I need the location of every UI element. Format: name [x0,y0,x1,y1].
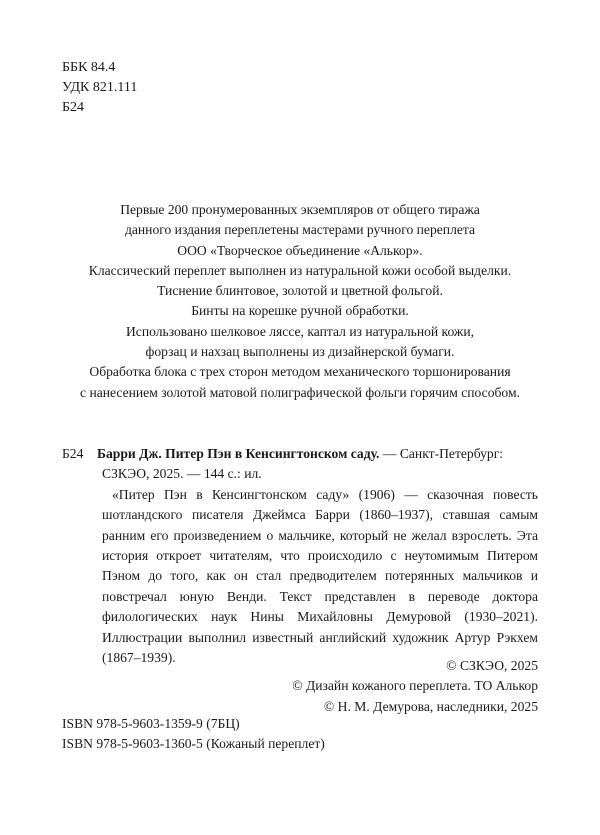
binding-line: форзац и нахзац выполнены из дизайнерской бумаги. [145,344,455,360]
bbk-code: ББК 84.4 [62,60,116,75]
bibliographic-record [62,444,538,668]
binding-note [40,200,560,403]
binding-line: Классический переплет выполнен из натуральной кожи особой выделки. [88,262,512,278]
binding-line: Обработка блока с трех сторон методом механического торшонирования [89,364,511,380]
binding-line: ООО «Творческое объединение «Алькор». [177,242,423,258]
binding-line: данного издания переплетены мастерами ручного переплета [124,222,476,238]
isbn-line: ISBN 978-5-9603-1360-5 (Кожаный переплет) [62,736,325,752]
copyright-line: © Н. М. Демурова, наследники, 2025 [323,698,538,714]
isbn-block [62,714,325,755]
binding-line: Первые 200 пронумерованных экземпляров от общего тиража [120,202,480,217]
copyright-line: © СЗКЭО, 2025 [446,658,538,673]
classification-block [62,58,137,118]
copyright-block [292,656,538,717]
bibliographic-heading [62,444,538,464]
binding-line: с нанесением золотой матовой полиграфической фольги горячим способом. [80,384,520,400]
bibliographic-imprint-city: — Санкт-Петербург: [382,446,504,461]
bibliographic-title: Барри Дж. Питер Пэн в Кенсингтонском саду. [97,446,380,461]
bibliographic-annotation: «Питер Пэн в Кенсингтонском саду» (1906) — сказочная повесть шотландского писателя Джеймса Барри (1860–1937), ставшая самым ранним его произведением о мальчике, который не желал взрослеть. Эта история откроет читателям, что происходило с неутомимым Питером Пэном до того, как он стал предводителем потерянных мальчиков и повстречал юную Венди. Текст представлен в переводе доктора филологических наук Нины Михайловны Демуровой (1930–2021). Иллюстрации выполнил известный английский художник Артур Рэкхем (1867–1939). [102,486,538,666]
author-mark: Б24 [62,100,85,115]
bibliographic-mark: Б24 [62,446,84,461]
bibliographic-imprint: СЗКЭО, 2025. — 144 с.: ил. [102,466,262,482]
binding-line: Бинты на корешке ручной обработки. [191,303,409,319]
isbn-line: ISBN 978-5-9603-1359-9 (7БЦ) [62,716,240,731]
udk-code: УДК 821.111 [62,80,138,95]
binding-line: Тиснение блинтовое, золотой и цветной фольгой. [157,283,443,299]
binding-line: Использовано шелковое ляссе, каптал из натуральной кожи, [125,323,474,339]
copyright-line: © Дизайн кожаного переплета. ТО Алькор [292,678,538,694]
